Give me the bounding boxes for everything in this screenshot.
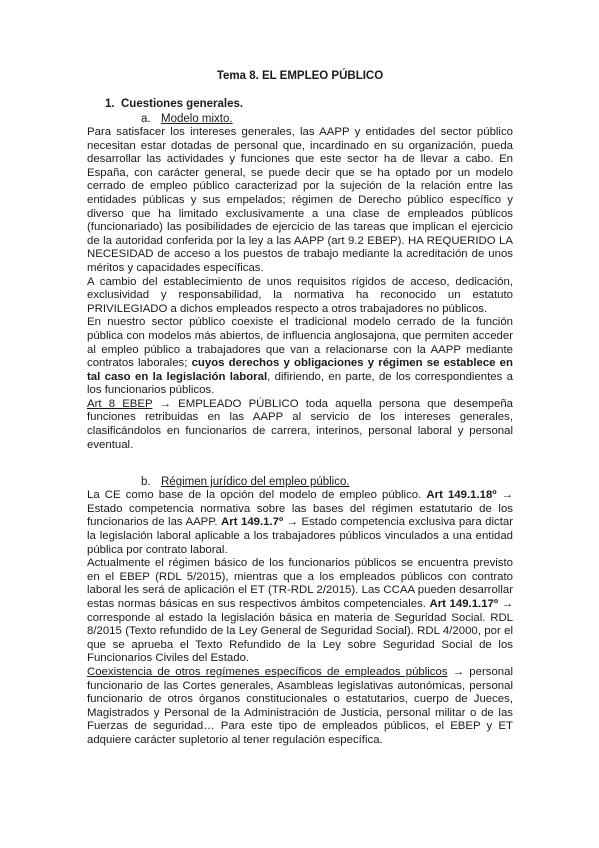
subsection-heading-b xyxy=(141,475,513,489)
text-run: , difiriendo, en parte, de los correspondientes a los funcionarios públicos. xyxy=(87,370,514,397)
text-run: → personal funcionario de las Cortes generales, Asambleas legislativas autonómicas, personal funcionario de otros órganos constitucionales o estatutarios, cuerpo de Jueces, Magistrados y Personal de la Administración de Justicia, personal militar o de las Fuerzas de seguridad… Para este tipo de empleados públicos, el EBEP y ET adquiere carácter supletorio al tener regulación específica. xyxy=(87,665,513,746)
underlined-reference: Coexistencia de otros regímenes específicos de empleados públicos xyxy=(87,665,448,678)
bold-text: Art 149.1.18º xyxy=(426,489,497,502)
paragraph: A cambio del establecimiento de unos requisitos rígidos de acceso, dedicación, exclusividad y responsabilidad, la normativa ha reconocido un estatuto PRIVILEGIADO a dichos empleados respecto a otros trabajadores no públicos. xyxy=(87,275,513,315)
subsection-letter: a. xyxy=(141,113,151,125)
section-label: Cuestiones generales. xyxy=(121,98,244,110)
subsection-label: Modelo mixto. xyxy=(161,113,233,125)
text-run: → Estado competencia normativa sobre las bases del régimen estatutario de los funcionarios de las AAPP. xyxy=(87,489,513,529)
subsection-heading-a xyxy=(141,112,513,126)
paragraph xyxy=(87,316,513,398)
subsection-letter: b. xyxy=(141,476,151,489)
text-run: La CE como base de la opción del modelo de empleo público. xyxy=(87,489,427,502)
bold-text: cuyos derechos y obligaciones y régimen se establece en tal caso en la legislación laboral xyxy=(87,357,513,383)
paragraph xyxy=(87,557,513,666)
text-run: → Estado competencia exclusiva para dictar la legislación laboral aplicable a los trabajadores públicos vinculados a una entidad pública por contrato laboral. xyxy=(87,516,513,556)
underlined-reference: Art 8 EBEP xyxy=(87,397,153,410)
subsection-label: Régimen jurídico del empleo público. xyxy=(161,476,350,489)
text-run: → corresponde al estado la legislación básica en materia de Seguridad Social. RDL 8/2015 (Texto refundido de la Ley General de Seguridad Social). RDL 4/2000, por el que se aprueba el Texto Refundido de la Ley sobre Seguridad Social de los Funcionarios Civiles del Estado. xyxy=(87,598,513,665)
section-heading-1 xyxy=(105,97,513,111)
page-title: Tema 8. EL EMPLEO PÚBLICO xyxy=(216,70,384,82)
paragraph xyxy=(87,489,513,557)
spacer xyxy=(87,452,513,475)
bold-text: Art 149.1.7º xyxy=(221,516,284,529)
paragraph xyxy=(87,398,513,452)
paragraph xyxy=(87,666,513,748)
text-run: Actualmente el régimen básico de los funcionarios públicos se encuentra previsto en el EBEP (RDL 5/2015), mientras que a los empleados públicos con contrato laboral les será de aplicación el ET (TR-RDL 2/2015). Las CCAA pueden desarrollar estas normas básicas en sus respectivos ámbitos competenciales. xyxy=(87,557,513,610)
bold-text: Art 149.1.17º xyxy=(429,598,499,610)
paragraph: Para satisfacer los intereses generales, las AAPP y entidades del sector público necesitan estar dotadas de personal que, incardinado en su organización, pueda desarrollar las actividades y funciones que este sector ha de llevar a cabo. En España, con carácter general, se puede decir que se ha optado por un modelo cerrado de empleo público caracterizad por la sujeción de la relación entre las entidades públicas y sus empelados; régimen de Derecho público específico y diverso que ha limitado exclusivamente a una clase de empleados públicos (funcionariado) las posibilidades de ejercicio de las tareas que implican el ejercicio de la autoridad conferida por la ley a las AAPP (art 9.2 EBEP). HA REQUERIDO LA NECESIDAD de acceso a los puestos de trabajo mediante la acreditación de unos méritos y capacidades específicas. xyxy=(87,126,513,274)
text-run: → EMPLEADO PÚBLICO toda aquella persona que desempeña funciones retribuidas en las AAPP al servicio de los intereses generales, clasificándolos en funcionarios de carrera, interinos, personal laboral y personal eventual. xyxy=(87,397,513,451)
text-run: En nuestro sector público coexiste el tradicional modelo cerrado de la función pública con modelos más abiertos, de influencia anglosajona, que permiten acceder al empleo público a trabajadores que van a relacionarse con la AAPP mediante contratos laborales; xyxy=(87,316,513,370)
section-number: 1. xyxy=(105,98,115,110)
